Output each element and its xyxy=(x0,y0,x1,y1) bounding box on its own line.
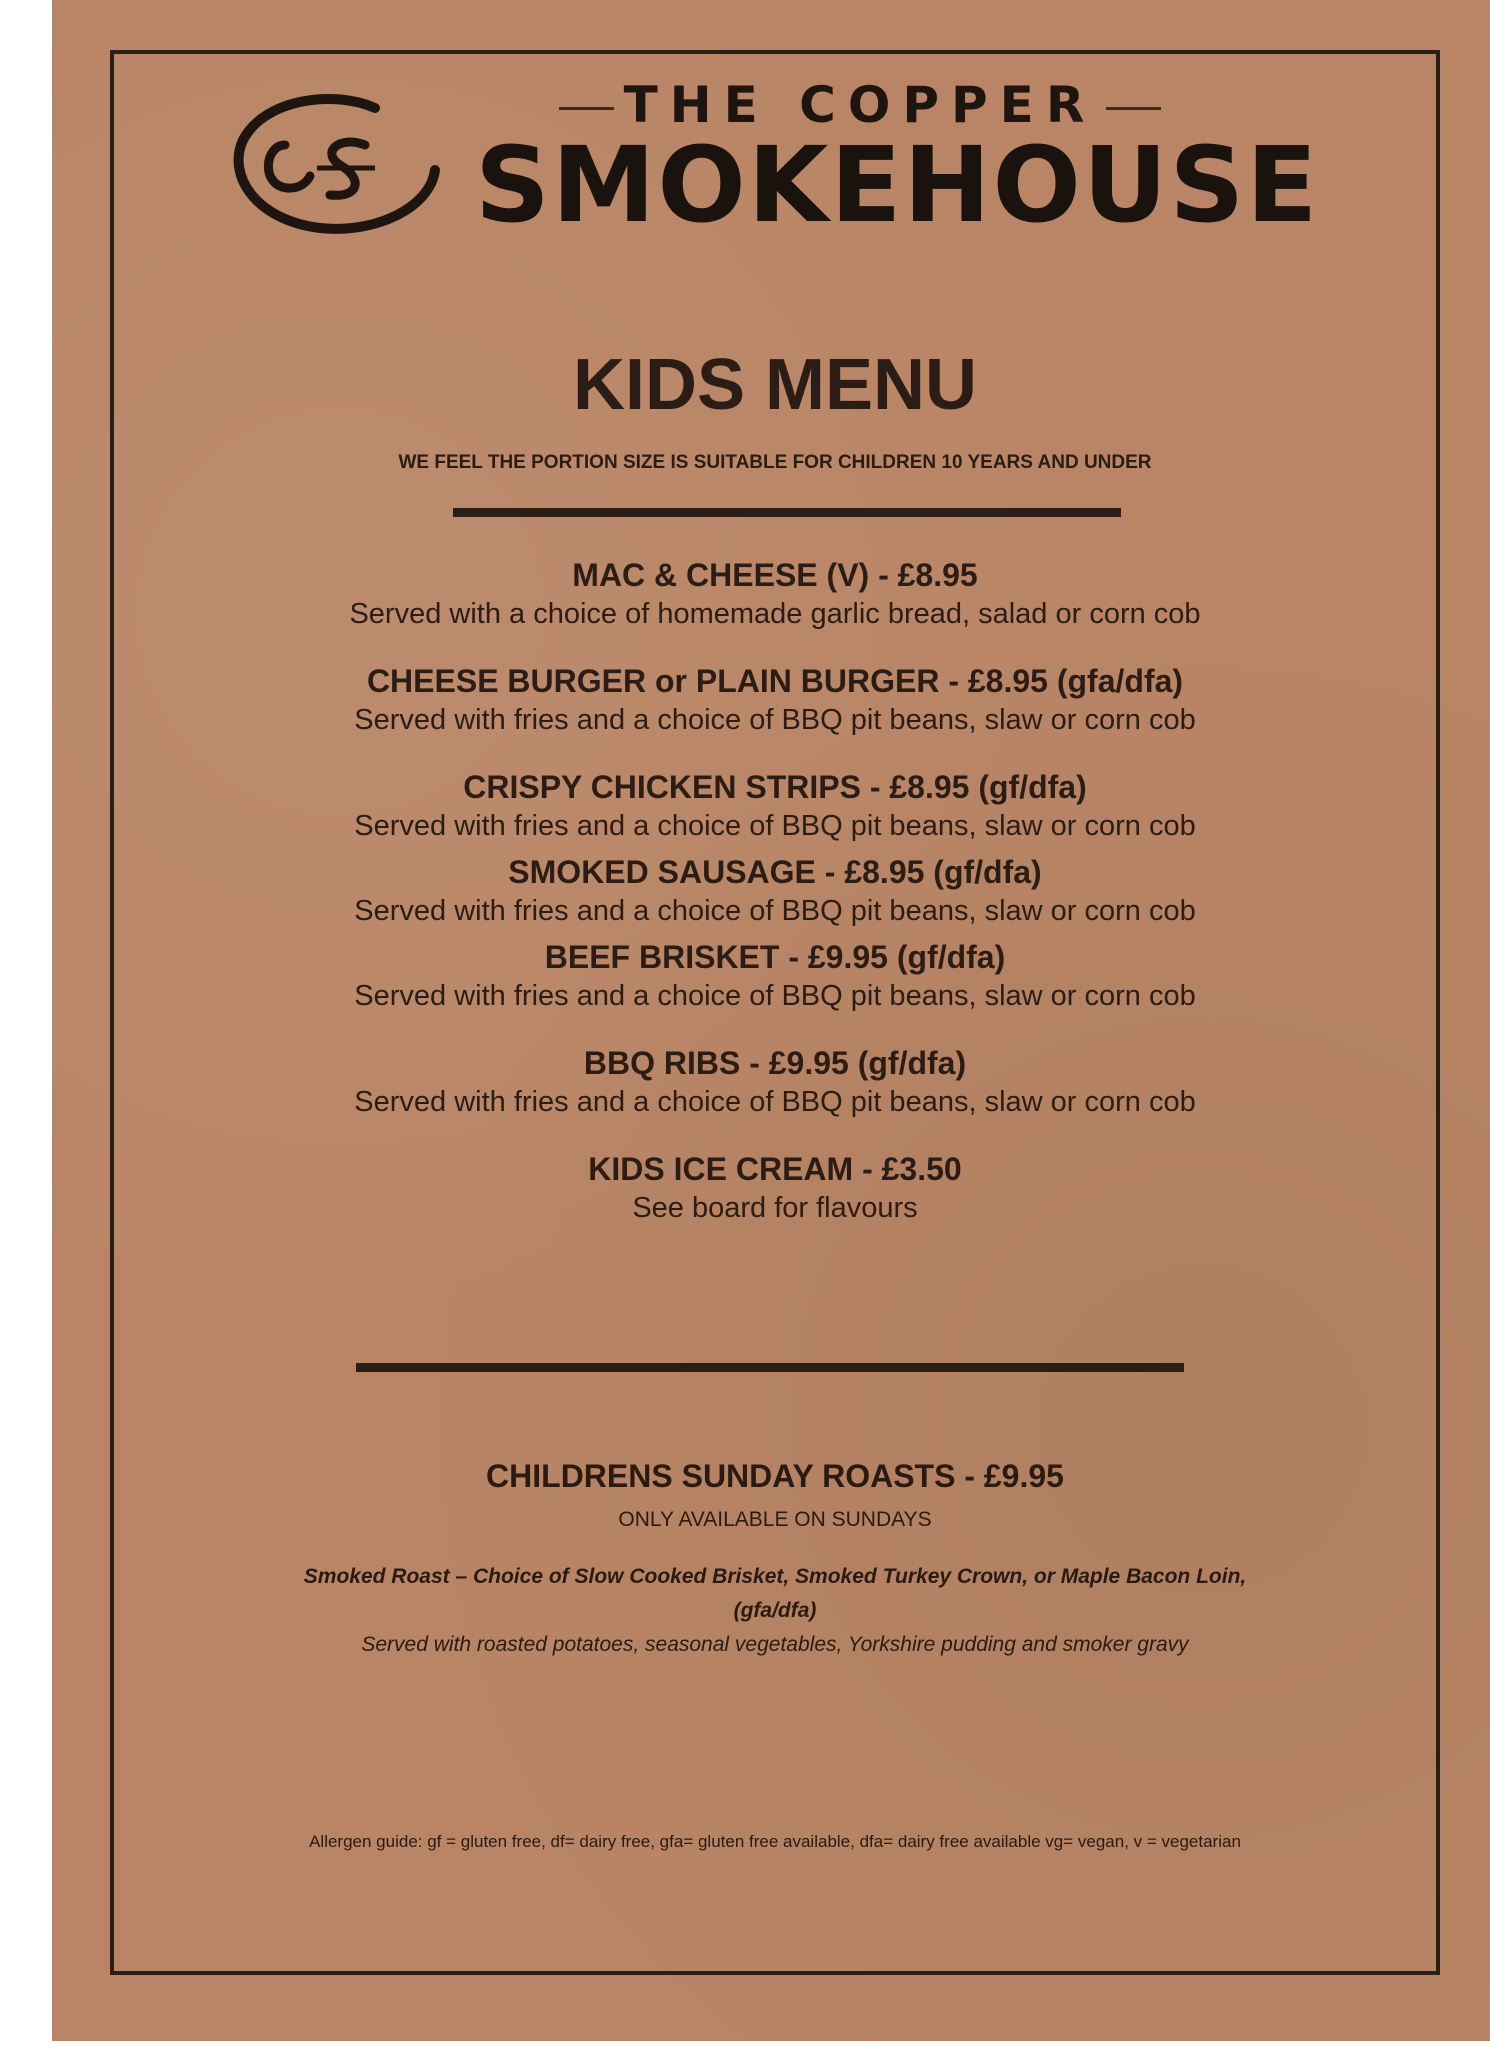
item-description: Served with fries and a choice of BBQ pit beans, slaw or corn cob xyxy=(354,980,1196,1012)
item-description: Served with fries and a choice of BBQ pit beans, slaw or corn cob xyxy=(354,1086,1196,1118)
allergen-guide: Allergen guide: gf = gluten free, df= dairy free, gfa= gluten free available, dfa= dairy free available vg= vegan, v = vegetarian xyxy=(309,1832,1241,1851)
item-name: BBQ RIBS - £9.95 (gf/dfa) xyxy=(583,1045,967,1081)
item-name: CHEESE BURGER or PLAIN BURGER - £8.95 (gfa/dfa) xyxy=(366,663,1184,699)
menu-item xyxy=(200,661,1350,739)
item-name: SMOKED SAUSAGE - £8.95 (gf/dfa) xyxy=(508,854,1042,890)
item-description: Served with a choice of homemade garlic bread, salad or corn cob xyxy=(349,598,1201,630)
menu-items xyxy=(200,555,1350,1227)
menu-item xyxy=(200,852,1350,930)
divider-bottom xyxy=(356,1363,1184,1372)
roast-options-line-1: Smoked Roast – Choice of Slow Cooked Brisket, Smoked Turkey Crown, or Maple Bacon Loin, xyxy=(303,1565,1247,1588)
menu-item xyxy=(200,1149,1350,1227)
cs-monogram-logo xyxy=(225,90,445,240)
sunday-roast-title: CHILDRENS SUNDAY ROASTS - £9.95 xyxy=(486,1458,1064,1494)
brand-line-1 xyxy=(440,76,1280,134)
brand-line-2: SMOKEHOUSE xyxy=(475,124,1320,246)
divider-top xyxy=(453,508,1121,517)
roast-options xyxy=(240,1560,1310,1628)
item-name: BEEF BRISKET - £9.95 (gf/dfa) xyxy=(544,939,1006,975)
roast-description: Served with roasted potatoes, seasonal vegetables, Yorkshire pudding and smoker gravy xyxy=(361,1633,1189,1656)
item-name: KIDS ICE CREAM - £3.50 xyxy=(588,1151,962,1187)
menu-item xyxy=(200,937,1350,1015)
item-name: CRISPY CHICKEN STRIPS - £8.95 (gf/dfa) xyxy=(463,769,1087,805)
item-description: Served with fries and a choice of BBQ pit beans, slaw or corn cob xyxy=(354,704,1196,736)
menu-item xyxy=(200,767,1350,845)
brand-logo xyxy=(225,76,1320,255)
brand-line-1-text: THE COPPER xyxy=(623,76,1097,134)
item-description: See board for flavours xyxy=(632,1192,918,1224)
item-description: Served with fries and a choice of BBQ pit beans, slaw or corn cob xyxy=(354,810,1196,842)
menu-item xyxy=(200,555,1350,633)
roast-options-line-2: (gfa/dfa) xyxy=(733,1599,817,1622)
brand-dash-left xyxy=(559,107,614,110)
menu-subtitle: WE FEEL THE PORTION SIZE IS SUITABLE FOR CHILDREN 10 YEARS AND UNDER xyxy=(398,452,1152,473)
item-description: Served with fries and a choice of BBQ pit beans, slaw or corn cob xyxy=(354,895,1196,927)
menu-title: KIDS MENU xyxy=(572,345,977,425)
item-name: MAC & CHEESE (V) - £8.95 xyxy=(572,557,978,593)
menu-item xyxy=(200,1043,1350,1121)
brand-dash-right xyxy=(1106,107,1161,110)
sunday-availability: ONLY AVAILABLE ON SUNDAYS xyxy=(618,1508,932,1531)
